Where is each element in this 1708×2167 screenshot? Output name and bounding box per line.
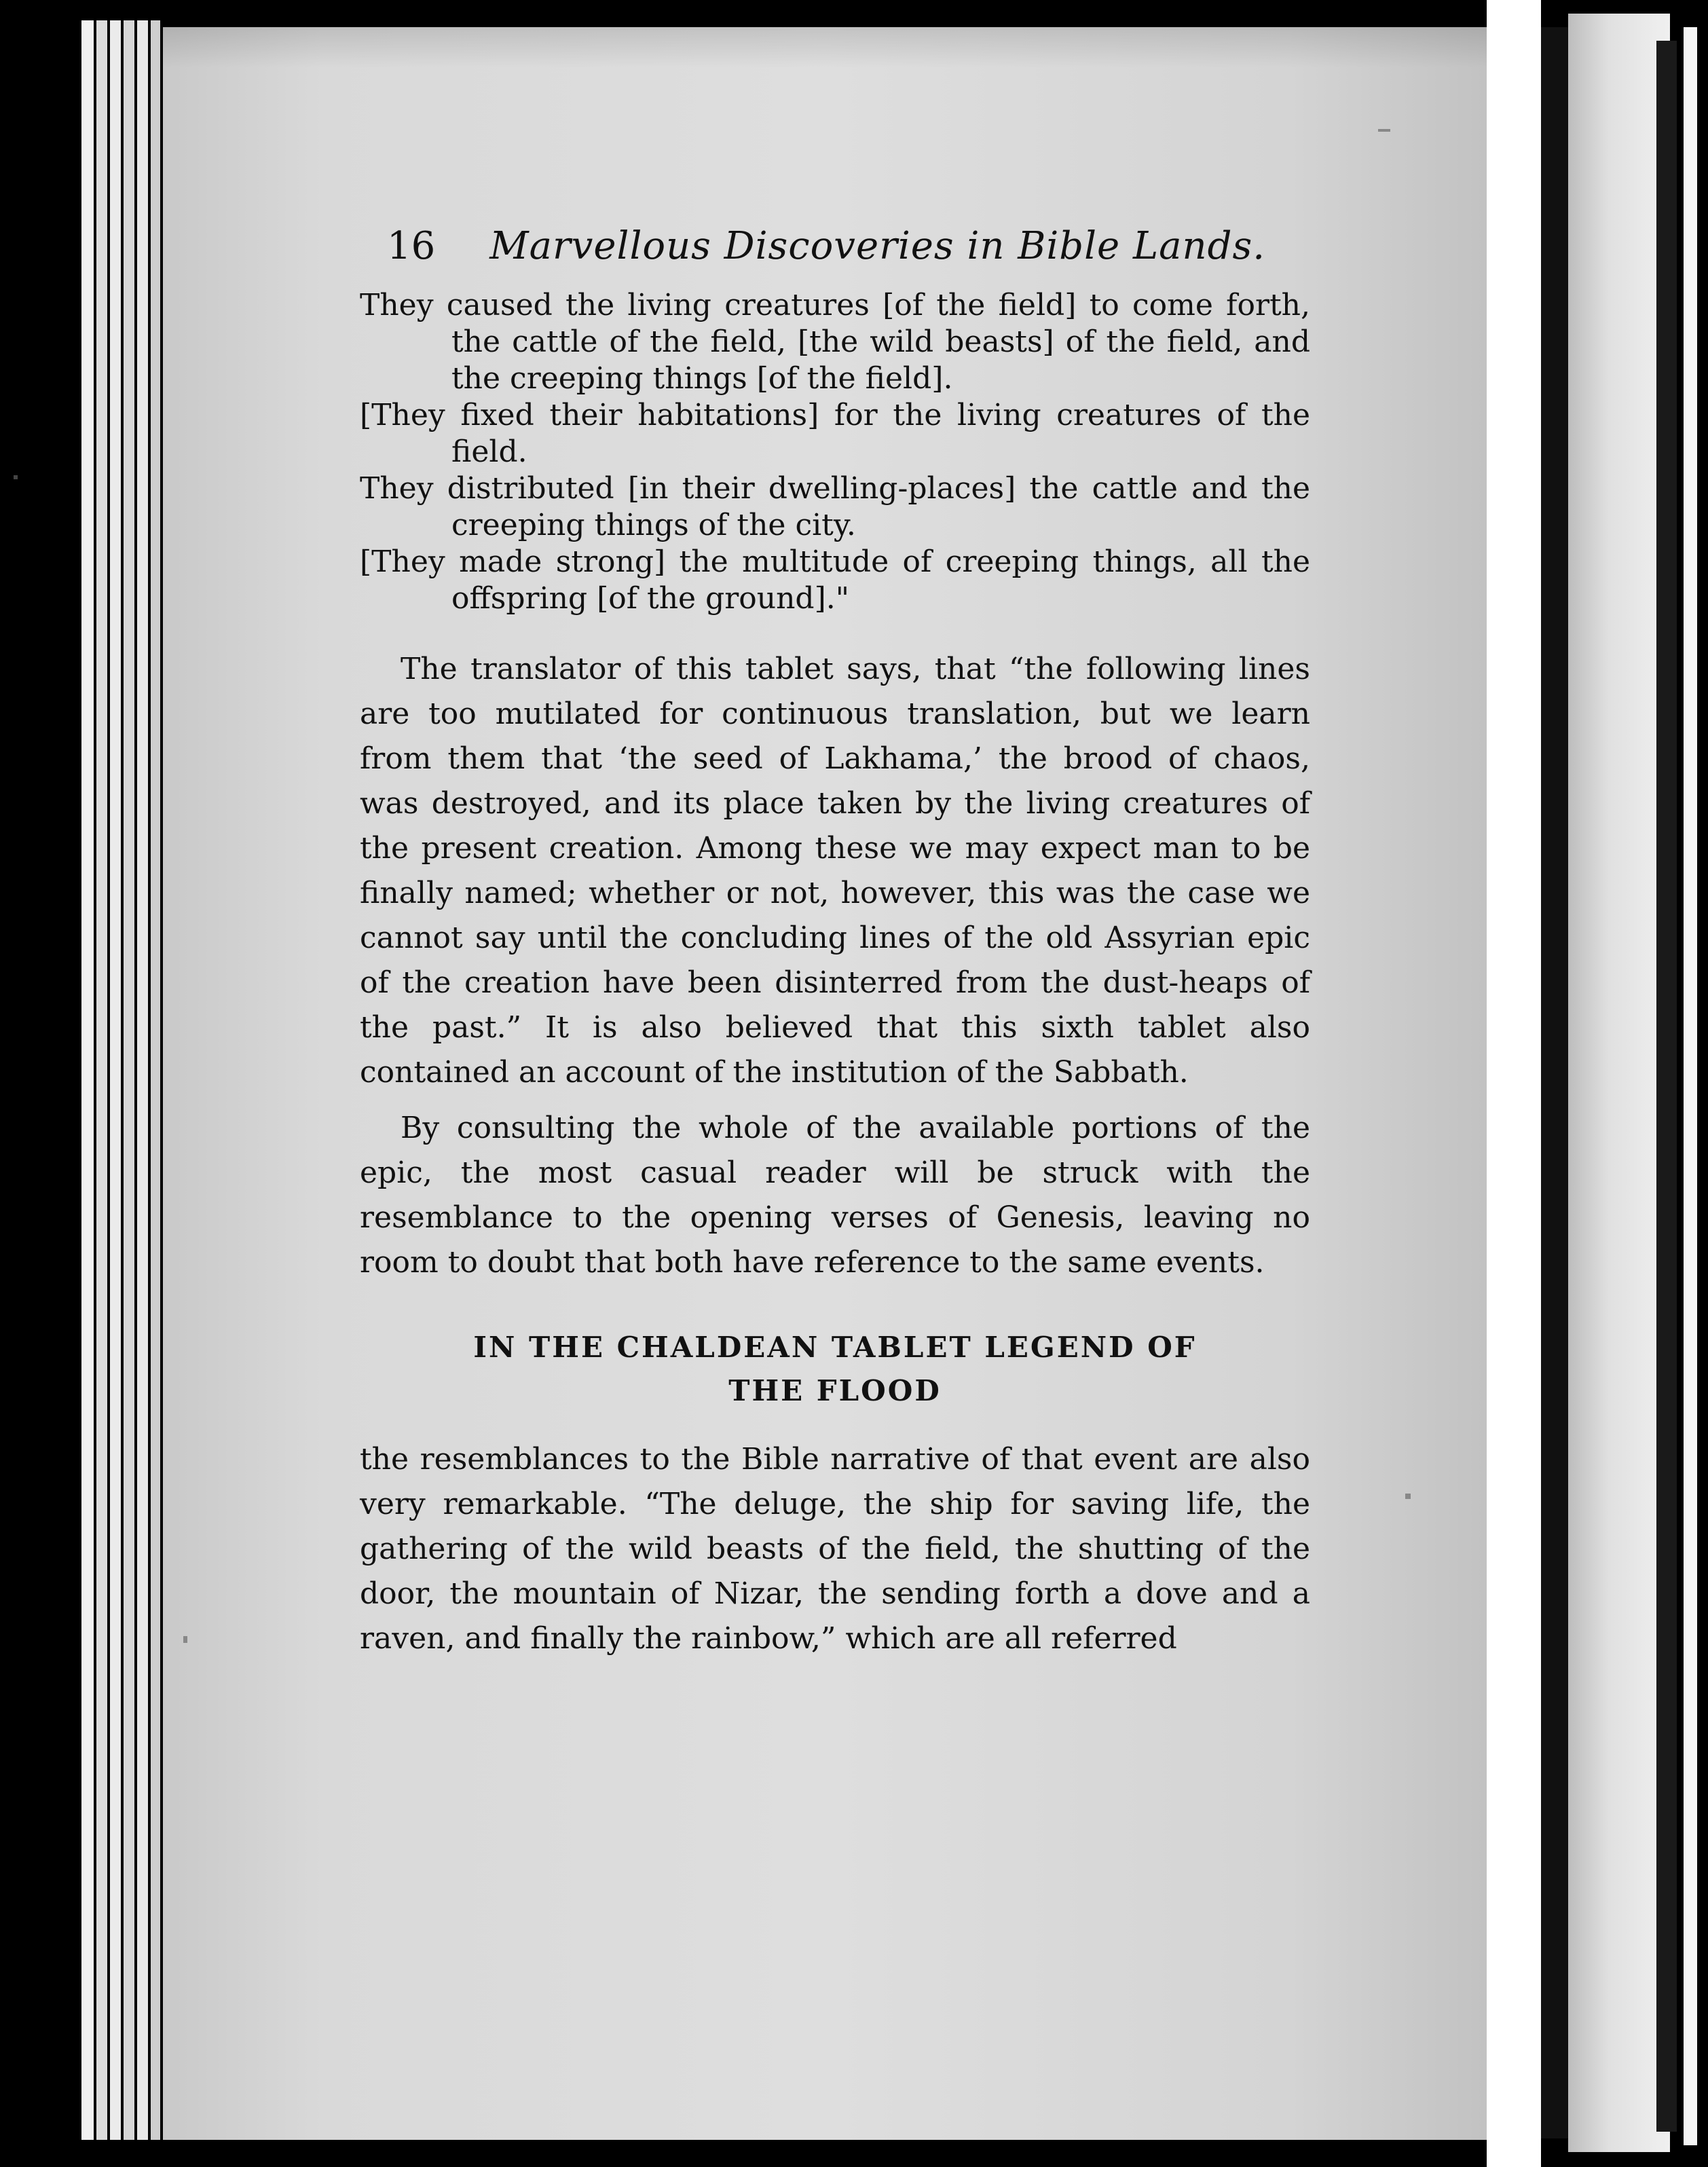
scan-speck [14,475,18,479]
running-title: Marvellous Discoveries in Bible Lands. [489,224,1266,268]
page-shadow [163,27,1487,68]
facing-page-edge [1656,41,1677,2132]
gutter-shadow [1541,27,1568,2138]
verse-line: [They made strong] the multitude of creeping things, all the offspring [of the ground]." [360,544,1310,616]
section-heading-line: IN THE CHALDEAN TABLET LEGEND OF [473,1331,1197,1364]
page-edge [81,20,94,2140]
page-edge [110,20,121,2140]
verse-block [360,287,1310,617]
book-gutter [1487,0,1541,2167]
page-edge [137,20,148,2140]
page-number: 16 [387,224,436,268]
verse-line: They distributed [in their dwelling-places] the cattle and the creeping things of the city. [360,471,1310,542]
verse-line: [They fixed their habitations] for the living creatures of the field. [360,398,1310,469]
page-edge [96,20,107,2140]
section-heading-line: THE FLOOD [728,1374,942,1407]
scan-speck [183,1636,187,1643]
body-paragraph: The translator of this tablet says, that “the following lines are too mutilated for continuous translation, but we learn from them that ‘the seed of Lakhama,’ the brood of chaos, was destroyed, and its place taken by the living creatures of the present creation. Among these we may expect man to be finally named; whether or not, however, this was the case we cannot say until the concluding lines of the old Assyrian epic of the creation have been disinterred from the dust-heaps of the past.” It is also believed that this sixth tablet also contained an account of the institution of the Sabbath. [360,652,1310,1090]
facing-page [1568,14,1670,2152]
page-edge [151,20,160,2140]
body-paragraph: the resemblances to the Bible narrative of that event are also very remarkable. “The deluge, the ship for saving life, the gathering of the wild beasts of the field, the shutting of the door, the mountain of Nizar, the sending forth a dove and a raven, and finally the rainbow,” which are all referred [360,1442,1310,1656]
page-edge [124,20,134,2140]
section-heading [360,1326,1310,1413]
facing-page-margin [1684,27,1697,2145]
scan-speck [1378,129,1390,132]
running-head [387,224,1310,268]
body-paragraph: By consulting the whole of the available portions of the epic, the most casual reader will be struck with the resemblance to the opening verses of Genesis, leaving no room to doubt that both have reference to the same events. [360,1111,1310,1280]
page-text [360,224,1310,1672]
scan-speck [1405,1494,1411,1499]
verse-line: They caused the living creatures [of the field] to come forth, the cattle of the field, [the wild beasts] of the field, and the creeping things [of the field]. [360,288,1310,396]
